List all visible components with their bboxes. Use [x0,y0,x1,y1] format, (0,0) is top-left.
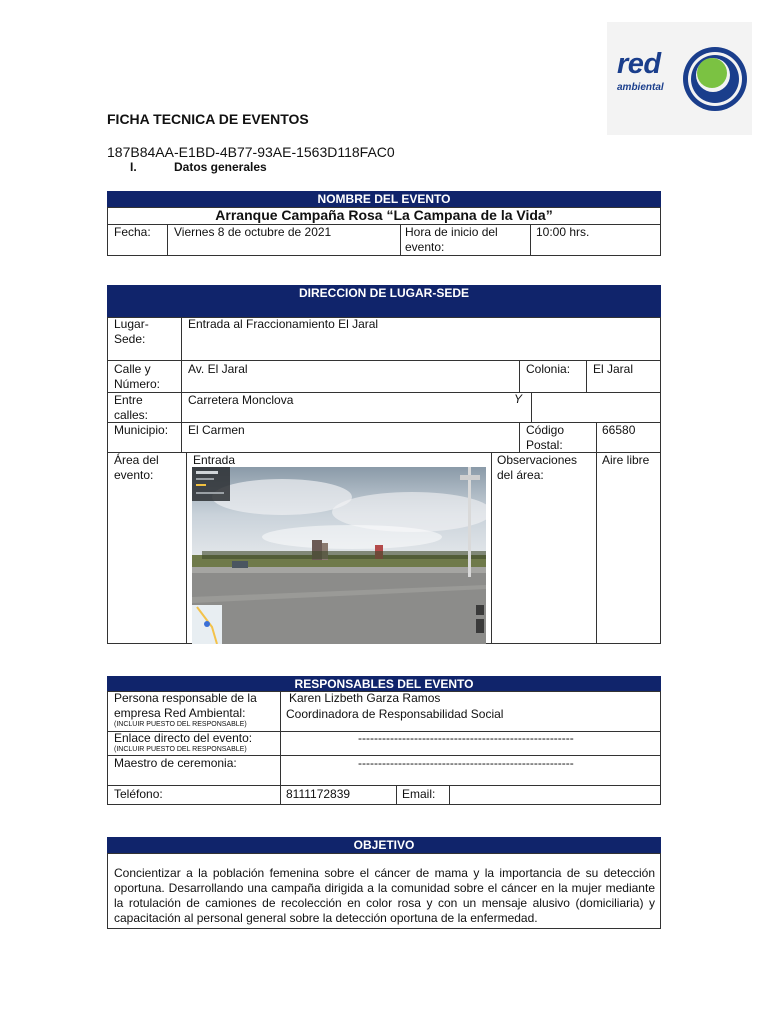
divider [107,785,661,786]
divider [181,317,182,452]
event-name: Arranque Campaña Rosa “La Campana de la Vida” [215,207,553,223]
responsible-header: RESPONSABLES DEL EVENTO [107,676,661,691]
company-logo [607,22,752,135]
event-name-header: NOMBRE DEL EVENTO [107,191,661,207]
event-area-value: Entrada [193,453,236,467]
area-notes-value: Aire libre [602,453,650,467]
between-streets-label: Entre calles: [114,393,149,422]
responsible-person-note: (INCLUIR PUESTO DEL RESPONSABLE) [114,721,247,728]
divider [449,785,450,805]
colonia-value: El Jaral [593,362,634,376]
divider [280,691,281,805]
emcee-value: ------------------------------------------------------ [358,756,574,770]
divider [531,392,532,422]
venue-value: Entrada al Fraccionamiento El Jaral [188,317,379,331]
divider [107,360,661,361]
logo-word: red [617,48,661,80]
divider [586,360,587,392]
objective-header: OBJETIVO [107,837,661,853]
area-notes-label: Observaciones del área: [497,453,578,482]
divider [596,452,597,644]
phone-label: Teléfono: [114,787,163,801]
event-area-label: Área del evento: [114,453,159,482]
street-label: Calle y Número: [114,362,161,391]
venue-label: Lugar-Sede: [114,317,149,346]
email-label: Email: [402,787,436,801]
start-time-value: 10:00 hrs. [536,225,590,239]
responsible-person-role: Coordinadora de Responsabilidad Social [286,707,504,721]
document-id: 187B84AA-E1BD-4B77-93AE-1563D118FAC0 [107,144,395,160]
divider [596,422,597,452]
direct-contact-note: (INCLUIR PUESTO DEL RESPONSABLE) [114,746,247,753]
venue-photo [192,467,486,644]
section-number: I. [130,160,137,174]
direct-contact-label: Enlace directo del evento: [114,731,253,745]
responsible-person-label: Persona responsable de la empresa Red Ambiental: [114,691,257,720]
date-label: Fecha: [114,225,151,239]
start-time-label: Hora de inicio del evento: [405,225,498,254]
logo-circle-icon [679,44,749,114]
objective-text: Concientizar a la población femenina sobre el cáncer de mama y la importancia de su detección oportuna. Desarrollando una campaña dirigida a la comunidad sobre el cáncer en la mujer mediante la rotulación de camiones de recolección en color rosa y con un mensaje alusivo (domiciliaria) y capacitación al personal general sobre la detección oportuna de la enfermedad. [114,866,655,925]
responsible-person-name: Karen Lizbeth Garza Ramos [289,691,441,705]
venue-header [107,285,661,317]
divider [167,224,168,256]
and-label: Y [514,392,523,406]
phone-value: 8111172839 [286,787,351,801]
municipality-value: El Carmen [188,423,245,437]
postal-code-label: Código Postal: [526,423,565,452]
date-value: Viernes 8 de octubre de 2021 [174,225,332,239]
municipality-label: Municipio: [114,423,169,437]
venue-header-label: DIRECCION DE LUGAR-SEDE [298,286,469,300]
divider [186,452,187,644]
document-title: FICHA TECNICA DE EVENTOS [107,111,309,127]
divider [519,422,520,452]
divider [400,224,401,256]
divider [491,452,492,644]
divider [396,785,397,805]
emcee-label: Maestro de ceremonia: [114,756,237,770]
logo-subword: ambiental [617,82,664,93]
between-streets-value: Carretera Monclova [188,393,294,407]
direct-contact-value: ------------------------------------------------------ [358,731,574,745]
postal-code-value: 66580 [602,423,636,437]
street-value: Av. El Jaral [188,362,248,376]
colonia-label: Colonia: [526,362,571,376]
divider [530,224,531,256]
section-title: Datos generales [174,160,267,174]
divider [519,360,520,392]
